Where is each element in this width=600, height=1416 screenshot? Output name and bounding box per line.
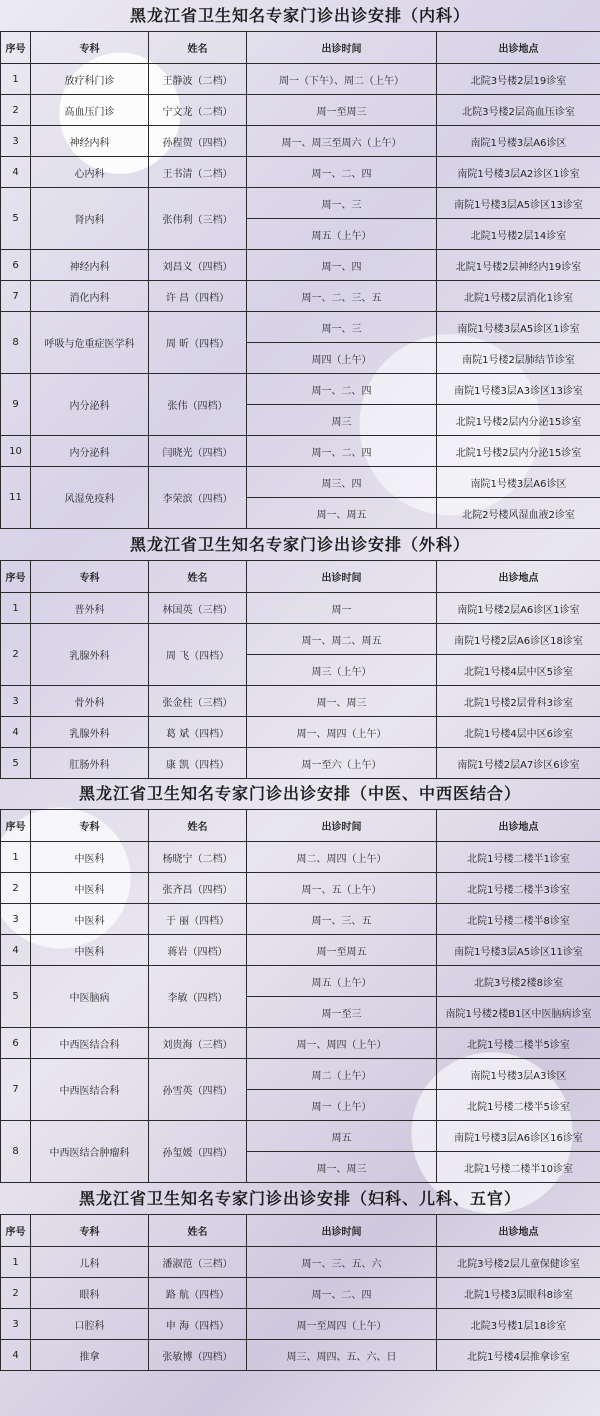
schedule-section	[0, 779, 600, 1183]
cell-no: 8	[1, 1121, 31, 1183]
cell-no: 5	[1, 188, 31, 250]
cell-name: 孙程贺（四档）	[149, 126, 247, 157]
cell-place: 南院1号楼2楼B1区中医脑病诊室	[437, 997, 600, 1028]
header-no: 序号	[1, 32, 31, 64]
header-name: 姓名	[149, 561, 247, 593]
schedule-section	[0, 529, 600, 779]
header-no: 序号	[1, 810, 31, 842]
cell-time: 周三、四	[247, 467, 437, 498]
cell-name: 孙玺媛（四档）	[149, 1121, 247, 1183]
cell-dept: 普外科	[31, 593, 149, 624]
cell-place: 北院1号楼二楼半10诊室	[437, 1152, 600, 1183]
table-row	[1, 436, 600, 467]
cell-place: 南院1号楼2层肺结节诊室	[437, 343, 600, 374]
cell-time: 周一、五（上午）	[247, 873, 437, 904]
cell-dept: 儿科	[31, 1247, 149, 1278]
cell-no: 4	[1, 717, 31, 748]
table-row	[1, 1059, 600, 1090]
cell-no: 1	[1, 64, 31, 95]
cell-time: 周二、周四（上午）	[247, 842, 437, 873]
table-row	[1, 1247, 600, 1278]
section-title: 黑龙江省卫生知名专家门诊出诊安排（内科）	[129, 6, 470, 25]
cell-name: 申 海（四档）	[149, 1309, 247, 1340]
header-time: 出诊时间	[247, 561, 437, 593]
cell-dept: 中西医结合肿瘤科	[31, 1121, 149, 1183]
cell-time: 周一至三	[247, 997, 437, 1028]
cell-no: 5	[1, 748, 31, 779]
cell-place: 南院1号楼3层A5诊区13诊室	[437, 188, 600, 219]
cell-dept: 口腔科	[31, 1309, 149, 1340]
cell-dept: 风湿免疫科	[31, 467, 149, 529]
cell-name: 杨晓宁（二档）	[149, 842, 247, 873]
cell-place: 北院3号楼2层高血压诊室	[437, 95, 600, 126]
header-no: 序号	[1, 561, 31, 593]
header-row	[1, 32, 600, 64]
cell-dept: 消化内科	[31, 281, 149, 312]
cell-place: 南院1号楼3层A6诊区	[437, 467, 600, 498]
cell-name: 蒋岩（四档）	[149, 935, 247, 966]
cell-no: 8	[1, 312, 31, 374]
cell-time: 周二（上午）	[247, 1059, 437, 1090]
cell-no: 3	[1, 904, 31, 935]
cell-place: 北院3号楼1层18诊室	[437, 1309, 600, 1340]
cell-no: 1	[1, 842, 31, 873]
cell-name: 王书清（二档）	[149, 157, 247, 188]
cell-name: 闫晓光（四档）	[149, 436, 247, 467]
header-no: 序号	[1, 1215, 31, 1247]
table-row	[1, 966, 600, 997]
cell-name: 李敏（四档）	[149, 966, 247, 1028]
cell-name: 许 昌（四档）	[149, 281, 247, 312]
cell-dept: 乳腺外科	[31, 624, 149, 686]
cell-time: 周五（上午）	[247, 219, 437, 250]
table-row	[1, 593, 600, 624]
schedule-table	[0, 809, 600, 1183]
header-place: 出诊地点	[437, 1215, 600, 1247]
cell-name: 张齐昌（四档）	[149, 873, 247, 904]
cell-place: 北院1号楼4层中区5诊室	[437, 655, 600, 686]
cell-time: 周四（上午）	[247, 343, 437, 374]
cell-place: 南院1号楼3层A3诊区13诊室	[437, 374, 600, 405]
cell-name: 张金柱（三档）	[149, 686, 247, 717]
cell-place: 南院1号楼2层A7诊区6诊室	[437, 748, 600, 779]
cell-name: 张伟（四档）	[149, 374, 247, 436]
cell-name: 周 飞（四档）	[149, 624, 247, 686]
cell-place: 南院1号楼3层A2诊区1诊室	[437, 157, 600, 188]
cell-no: 4	[1, 935, 31, 966]
cell-time: 周五	[247, 1121, 437, 1152]
cell-place: 北院1号楼4层中区6诊室	[437, 717, 600, 748]
cell-time: 周一、二、四	[247, 436, 437, 467]
cell-no: 3	[1, 686, 31, 717]
table-row	[1, 126, 600, 157]
cell-no: 2	[1, 1278, 31, 1309]
cell-time: 周一、二、四	[247, 1278, 437, 1309]
cell-place: 北院2号楼风湿血液2诊室	[437, 498, 600, 529]
cell-time: 周一、二、四	[247, 157, 437, 188]
cell-no: 4	[1, 157, 31, 188]
table-row	[1, 686, 600, 717]
cell-time: 周一、二、四	[247, 374, 437, 405]
cell-dept: 中医脑病	[31, 966, 149, 1028]
cell-time: 周一、三、五、六	[247, 1247, 437, 1278]
cell-name: 李荣滨（四档）	[149, 467, 247, 529]
cell-dept: 乳腺外科	[31, 717, 149, 748]
cell-time: 周一至周五	[247, 935, 437, 966]
cell-place: 南院1号楼3层A5诊区1诊室	[437, 312, 600, 343]
cell-place: 北院1号楼3层眼科8诊室	[437, 1278, 600, 1309]
cell-no: 6	[1, 250, 31, 281]
cell-place: 南院1号楼3层A5诊区11诊室	[437, 935, 600, 966]
table-row	[1, 467, 600, 498]
cell-place: 北院1号楼二楼半5诊室	[437, 1028, 600, 1059]
cell-name: 葛 斌（四档）	[149, 717, 247, 748]
header-name: 姓名	[149, 810, 247, 842]
cell-name: 王静波（二档）	[149, 64, 247, 95]
cell-no: 3	[1, 126, 31, 157]
table-row	[1, 717, 600, 748]
header-name: 姓名	[149, 1215, 247, 1247]
cell-no: 5	[1, 966, 31, 1028]
cell-name: 康 凯（四档）	[149, 748, 247, 779]
cell-place: 北院3号楼2楼8诊室	[437, 966, 600, 997]
header-place: 出诊地点	[437, 810, 600, 842]
cell-place: 北院1号楼4层推拿诊室	[437, 1340, 600, 1371]
cell-name: 张敏博（四档）	[149, 1340, 247, 1371]
cell-time: 周一、三	[247, 312, 437, 343]
cell-dept: 中医科	[31, 935, 149, 966]
schedule-table	[0, 560, 600, 779]
cell-dept: 眼科	[31, 1278, 149, 1309]
header-time: 出诊时间	[247, 1215, 437, 1247]
cell-no: 4	[1, 1340, 31, 1371]
table-row	[1, 904, 600, 935]
table-row	[1, 374, 600, 405]
cell-dept: 呼吸与危重症医学科	[31, 312, 149, 374]
table-row	[1, 935, 600, 966]
cell-time: 周一、周五	[247, 498, 437, 529]
cell-place: 北院1号楼2层内分泌15诊室	[437, 436, 600, 467]
cell-time: 周一（下午）、周二（上午）	[247, 64, 437, 95]
cell-place: 北院1号楼二楼半5诊室	[437, 1090, 600, 1121]
header-row	[1, 561, 600, 593]
cell-name: 路 航（四档）	[149, 1278, 247, 1309]
table-row	[1, 188, 600, 219]
cell-place: 北院1号楼2层消化1诊室	[437, 281, 600, 312]
cell-no: 2	[1, 95, 31, 126]
header-dept: 专科	[31, 1215, 149, 1247]
cell-name: 孙雪英（四档）	[149, 1059, 247, 1121]
cell-place: 北院1号楼二楼半8诊室	[437, 904, 600, 935]
cell-time: 周一、周三至周六（上午）	[247, 126, 437, 157]
cell-name: 刘昌义（四档）	[149, 250, 247, 281]
cell-time: 周一、周四（上午）	[247, 717, 437, 748]
section-title: 黑龙江省卫生知名专家门诊出诊安排（外科）	[129, 535, 470, 554]
cell-time: 周一至周四（上午）	[247, 1309, 437, 1340]
cell-dept: 中医科	[31, 873, 149, 904]
cell-place: 北院1号楼2层14诊室	[437, 219, 600, 250]
cell-time: 周一、周二、周五	[247, 624, 437, 655]
cell-time: 周一、周四（上午）	[247, 1028, 437, 1059]
table-row	[1, 250, 600, 281]
cell-place: 北院3号楼2层19诊室	[437, 64, 600, 95]
cell-dept: 肛肠外科	[31, 748, 149, 779]
cell-place: 南院1号楼3层A6诊区	[437, 126, 600, 157]
cell-dept: 中西医结合科	[31, 1028, 149, 1059]
schedule-section	[0, 1183, 600, 1371]
cell-dept: 肾内科	[31, 188, 149, 250]
cell-time: 周一至六（上午）	[247, 748, 437, 779]
cell-no: 9	[1, 374, 31, 436]
schedule-table	[0, 31, 600, 529]
cell-place: 北院1号楼二楼半3诊室	[437, 873, 600, 904]
table-row	[1, 95, 600, 126]
table-row	[1, 624, 600, 655]
cell-time: 周一、周三	[247, 686, 437, 717]
cell-dept: 放疗科门诊	[31, 64, 149, 95]
table-row	[1, 873, 600, 904]
cell-no: 3	[1, 1309, 31, 1340]
cell-place: 北院1号楼二楼半1诊室	[437, 842, 600, 873]
cell-name: 于 丽（四档）	[149, 904, 247, 935]
cell-name: 潘淑范（三档）	[149, 1247, 247, 1278]
header-row	[1, 810, 600, 842]
header-dept: 专科	[31, 810, 149, 842]
cell-name: 林国英（三档）	[149, 593, 247, 624]
cell-place: 南院1号楼3层A3诊区	[437, 1059, 600, 1090]
cell-no: 6	[1, 1028, 31, 1059]
cell-dept: 神经内科	[31, 250, 149, 281]
cell-place: 南院1号楼2层A6诊区18诊室	[437, 624, 600, 655]
table-row	[1, 1340, 600, 1371]
cell-dept: 推拿	[31, 1340, 149, 1371]
cell-no: 10	[1, 436, 31, 467]
cell-time: 周一（上午）	[247, 1090, 437, 1121]
cell-dept: 高血压门诊	[31, 95, 149, 126]
table-row	[1, 842, 600, 873]
cell-no: 1	[1, 593, 31, 624]
cell-dept: 中西医结合科	[31, 1059, 149, 1121]
cell-dept: 骨外科	[31, 686, 149, 717]
cell-dept: 内分泌科	[31, 436, 149, 467]
header-time: 出诊时间	[247, 810, 437, 842]
cell-time: 周一至周三	[247, 95, 437, 126]
cell-no: 7	[1, 1059, 31, 1121]
cell-dept: 心内科	[31, 157, 149, 188]
cell-time: 周一、三、五	[247, 904, 437, 935]
cell-time: 周一、四	[247, 250, 437, 281]
section-title: 黑龙江省卫生知名专家门诊出诊安排（妇科、儿科、五官）	[78, 1189, 521, 1208]
table-row	[1, 157, 600, 188]
cell-name: 张伟利（三档）	[149, 188, 247, 250]
header-time: 出诊时间	[247, 32, 437, 64]
header-place: 出诊地点	[437, 32, 600, 64]
schedule-section	[0, 0, 600, 529]
cell-dept: 中医科	[31, 904, 149, 935]
cell-name: 刘贵海（三档）	[149, 1028, 247, 1059]
header-place: 出诊地点	[437, 561, 600, 593]
cell-time: 周一、二、三、五	[247, 281, 437, 312]
cell-place: 北院1号楼2层神经内19诊室	[437, 250, 600, 281]
cell-place: 南院1号楼2层A6诊区1诊室	[437, 593, 600, 624]
table-row	[1, 1309, 600, 1340]
cell-no: 2	[1, 624, 31, 686]
table-row	[1, 1278, 600, 1309]
cell-no: 1	[1, 1247, 31, 1278]
cell-name: 宁文龙（二档）	[149, 95, 247, 126]
header-name: 姓名	[149, 32, 247, 64]
table-row	[1, 281, 600, 312]
cell-time: 周三	[247, 405, 437, 436]
cell-time: 周一、周三	[247, 1152, 437, 1183]
cell-time: 周三、周四、五、六、日	[247, 1340, 437, 1371]
schedule-table	[0, 1214, 600, 1371]
cell-place: 南院1号楼3层A6诊区16诊室	[437, 1121, 600, 1152]
table-row	[1, 64, 600, 95]
table-row	[1, 1121, 600, 1152]
cell-time: 周一、三	[247, 188, 437, 219]
cell-place: 北院1号楼2层内分泌15诊室	[437, 405, 600, 436]
header-dept: 专科	[31, 32, 149, 64]
cell-time: 周五（上午）	[247, 966, 437, 997]
cell-no: 11	[1, 467, 31, 529]
cell-place: 北院1号楼2层骨科3诊室	[437, 686, 600, 717]
cell-name: 周 昕（四档）	[149, 312, 247, 374]
cell-no: 7	[1, 281, 31, 312]
cell-dept: 内分泌科	[31, 374, 149, 436]
section-title: 黑龙江省卫生知名专家门诊出诊安排（中医、中西医结合）	[78, 784, 521, 803]
table-row	[1, 312, 600, 343]
table-row	[1, 1028, 600, 1059]
cell-dept: 神经内科	[31, 126, 149, 157]
cell-time: 周三（上午）	[247, 655, 437, 686]
cell-no: 2	[1, 873, 31, 904]
cell-dept: 中医科	[31, 842, 149, 873]
header-row	[1, 1215, 600, 1247]
header-dept: 专科	[31, 561, 149, 593]
cell-place: 北院3号楼2层儿童保健诊室	[437, 1247, 600, 1278]
cell-time: 周一	[247, 593, 437, 624]
table-row	[1, 748, 600, 779]
